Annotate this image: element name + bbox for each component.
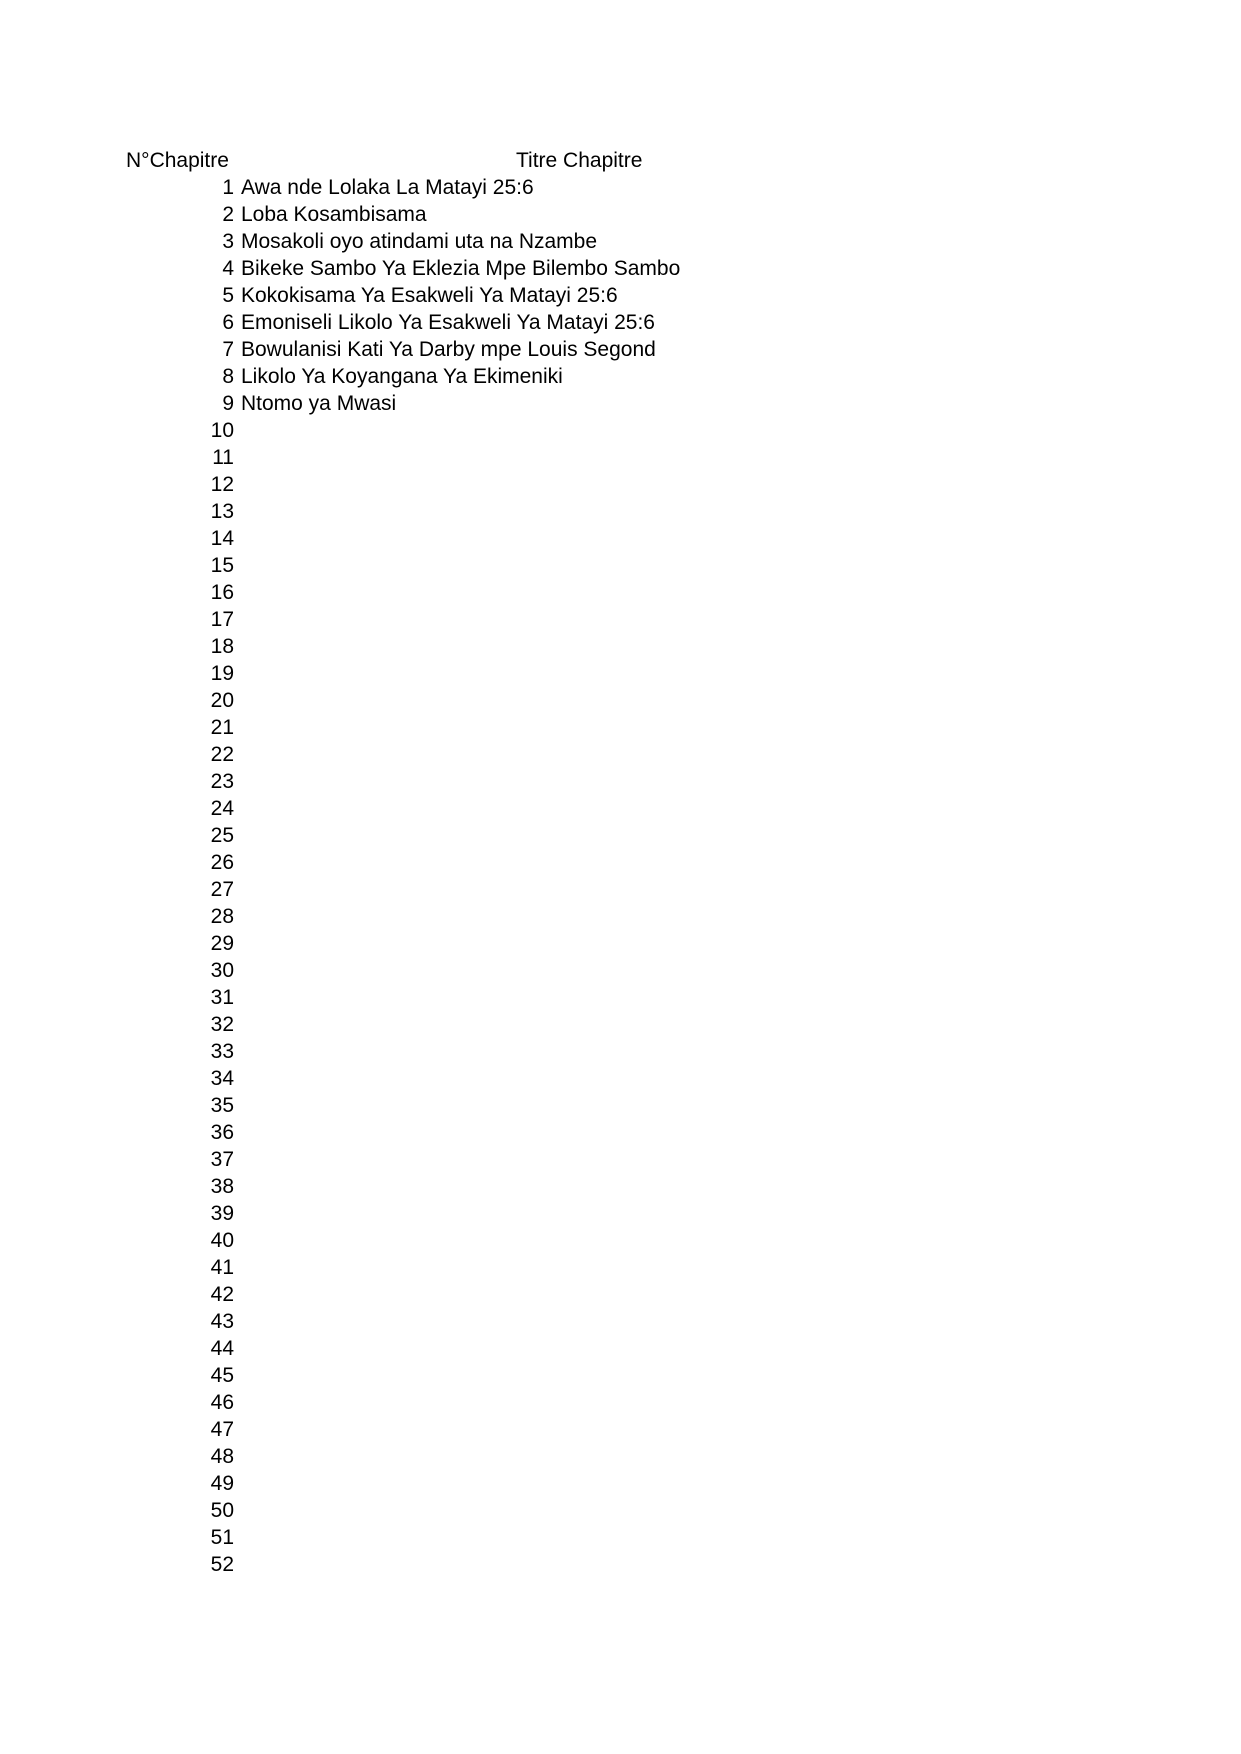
table-row (0, 660, 1241, 687)
table-row (0, 1173, 1241, 1200)
chapter-title: Awa nde Lolaka La Matayi 25:6 (241, 176, 534, 199)
column-header-chapter-title: Titre Chapitre (516, 149, 643, 172)
chapter-title: Bowulanisi Kati Ya Darby mpe Louis Segond (241, 338, 656, 361)
chapter-number: 17 (210, 608, 234, 631)
chapter-number: 7 (222, 338, 234, 361)
table-row (0, 1416, 1241, 1443)
table-row (0, 1389, 1241, 1416)
table-row (0, 984, 1241, 1011)
chapter-number: 33 (210, 1040, 234, 1063)
chapter-number: 52 (210, 1553, 234, 1576)
chapter-number: 32 (210, 1013, 234, 1036)
chapter-title: Bikeke Sambo Ya Eklezia Mpe Bilembo Sambo (241, 257, 681, 280)
chapter-number: 45 (210, 1364, 234, 1387)
table-row (0, 1119, 1241, 1146)
chapter-number: 11 (212, 446, 234, 469)
table-row (0, 282, 1241, 309)
table-row (0, 1470, 1241, 1497)
chapter-number: 25 (210, 824, 234, 847)
table-row (0, 1497, 1241, 1524)
chapter-title: Emoniseli Likolo Ya Esakweli Ya Matayi 25:6 (241, 311, 655, 334)
chapter-number: 22 (210, 743, 234, 766)
chapter-number: 39 (210, 1202, 234, 1225)
chapter-number: 28 (210, 905, 234, 928)
chapter-number: 42 (210, 1283, 234, 1306)
table-row (0, 390, 1241, 417)
chapter-number: 46 (210, 1391, 234, 1414)
table-row (0, 255, 1241, 282)
chapter-title: Mosakoli oyo atindami uta na Nzambe (241, 230, 598, 253)
table-row (0, 1092, 1241, 1119)
table-row (0, 1524, 1241, 1551)
chapter-title: Kokokisama Ya Esakweli Ya Matayi 25:6 (241, 284, 618, 307)
chapter-number: 48 (210, 1445, 234, 1468)
table-row (0, 768, 1241, 795)
chapter-number: 6 (222, 311, 234, 334)
table-row (0, 336, 1241, 363)
table-row (0, 1011, 1241, 1038)
table-row (0, 633, 1241, 660)
column-header-chapter-number: N°Chapitre (126, 149, 229, 172)
chapter-number: 5 (222, 284, 234, 307)
table-row (0, 903, 1241, 930)
table-row (0, 1038, 1241, 1065)
table-row (0, 498, 1241, 525)
table-row (0, 1227, 1241, 1254)
chapter-number: 37 (210, 1148, 234, 1171)
chapter-number: 4 (222, 257, 234, 280)
chapter-number: 44 (210, 1337, 234, 1360)
chapter-number: 12 (210, 473, 234, 496)
table-row (0, 1281, 1241, 1308)
chapter-number: 16 (210, 581, 234, 604)
chapter-number: 51 (210, 1526, 234, 1549)
chapter-number: 9 (222, 392, 234, 415)
table-row (0, 309, 1241, 336)
table-row (0, 1362, 1241, 1389)
chapter-number: 38 (210, 1175, 234, 1198)
chapter-number: 36 (210, 1121, 234, 1144)
chapter-number: 47 (210, 1418, 234, 1441)
table-row (0, 471, 1241, 498)
chapter-number: 2 (222, 203, 234, 226)
chapter-number: 24 (210, 797, 234, 820)
chapter-number: 27 (210, 878, 234, 901)
chapter-number: 13 (210, 500, 234, 523)
chapter-number: 20 (210, 689, 234, 712)
chapter-number: 43 (210, 1310, 234, 1333)
chapter-number: 15 (210, 554, 234, 577)
table-row (0, 687, 1241, 714)
chapter-number: 1 (222, 176, 234, 199)
chapter-number: 21 (210, 716, 234, 739)
chapter-number: 40 (210, 1229, 234, 1252)
chapter-list (0, 174, 1241, 1578)
chapter-number: 31 (210, 986, 234, 1009)
chapter-title: Likolo Ya Koyangana Ya Ekimeniki (241, 365, 563, 388)
table-row (0, 1551, 1241, 1578)
table-row (0, 1146, 1241, 1173)
table-row (0, 1200, 1241, 1227)
table-row (0, 228, 1241, 255)
chapter-number: 10 (210, 419, 234, 442)
table-row (0, 957, 1241, 984)
table-row (0, 444, 1241, 471)
chapter-number: 26 (210, 851, 234, 874)
chapter-number: 50 (210, 1499, 234, 1522)
chapter-number: 14 (210, 527, 234, 550)
chapter-number: 29 (210, 932, 234, 955)
table-row (0, 741, 1241, 768)
table-row (0, 849, 1241, 876)
chapter-number: 41 (210, 1256, 234, 1279)
chapter-number: 23 (210, 770, 234, 793)
chapter-number: 34 (210, 1067, 234, 1090)
table-row (0, 1443, 1241, 1470)
table-row (0, 1308, 1241, 1335)
table-row (0, 552, 1241, 579)
table-row (0, 795, 1241, 822)
table-row (0, 201, 1241, 228)
chapter-number: 3 (222, 230, 234, 253)
table-row (0, 1065, 1241, 1092)
chapter-number: 19 (210, 662, 234, 685)
table-row (0, 174, 1241, 201)
table-row (0, 930, 1241, 957)
chapter-number: 49 (210, 1472, 234, 1495)
table-row (0, 822, 1241, 849)
chapter-number: 8 (222, 365, 234, 388)
table-row (0, 363, 1241, 390)
table-row (0, 606, 1241, 633)
table-row (0, 579, 1241, 606)
table-row (0, 1254, 1241, 1281)
chapter-title: Loba Kosambisama (241, 203, 427, 226)
table-row (0, 417, 1241, 444)
table-row (0, 876, 1241, 903)
chapter-number: 18 (210, 635, 234, 658)
table-row (0, 1335, 1241, 1362)
chapter-number: 30 (210, 959, 234, 982)
chapter-title: Ntomo ya Mwasi (241, 392, 397, 415)
chapter-number: 35 (210, 1094, 234, 1117)
table-row (0, 714, 1241, 741)
table-row (0, 525, 1241, 552)
